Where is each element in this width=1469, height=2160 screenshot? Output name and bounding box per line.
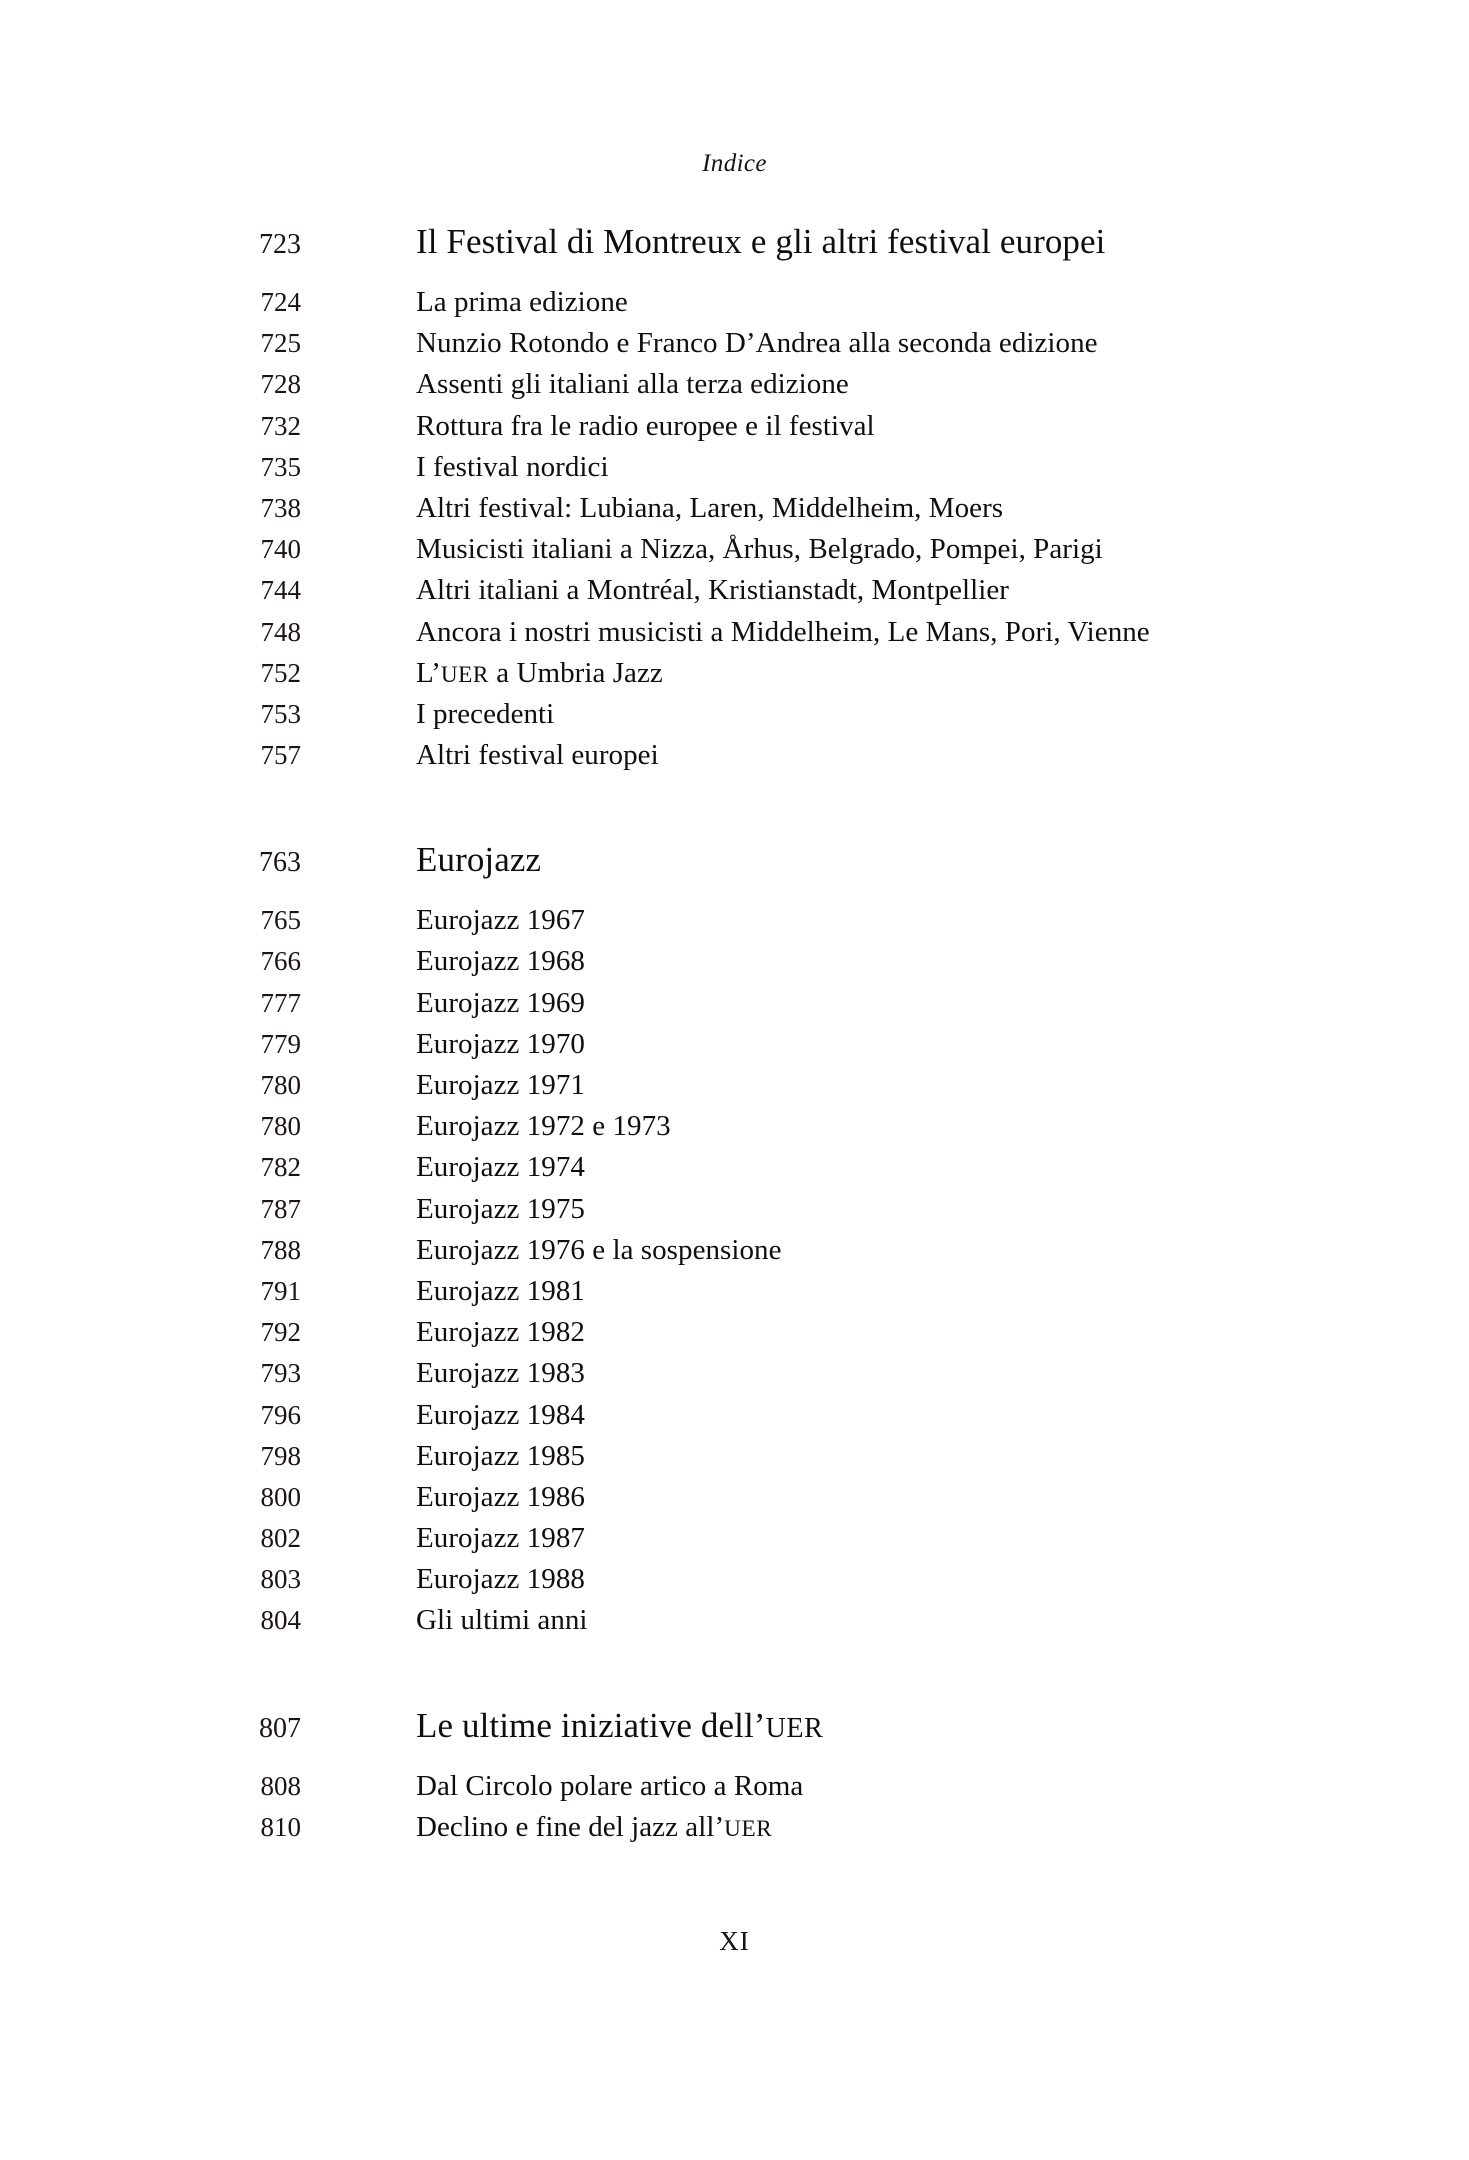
toc-section-title: Eurojazz 1969 (416, 986, 585, 1019)
toc-section-row[interactable] (175, 945, 1315, 986)
toc-page-number: 725 (260, 328, 301, 359)
toc-section-title: Altri italiani a Montréal, Kristianstadt, Montpellier (416, 574, 1009, 607)
toc-section-title: Assenti gli italiani alla terza edizione (416, 368, 849, 401)
toc-section-title: Eurojazz 1988 (416, 1563, 585, 1596)
toc-section-title: Rottura fra le radio europee e il festival (416, 409, 875, 442)
toc-page-number: 752 (260, 657, 301, 688)
toc-section-title: Eurojazz 1968 (416, 945, 585, 978)
toc-page-number: 788 (260, 1234, 301, 1265)
toc-section-row[interactable] (175, 657, 1315, 698)
toc-group (175, 222, 1315, 780)
toc-section-title: Eurojazz 1976 e la sospensione (416, 1233, 782, 1266)
toc-page-number: 748 (260, 616, 301, 647)
toc-page-number: 800 (260, 1481, 301, 1512)
toc-section-row[interactable] (175, 1481, 1315, 1522)
toc-section-title: Eurojazz 1971 (416, 1069, 585, 1101)
toc-section-title: I precedenti (416, 697, 555, 730)
toc-section-row[interactable] (175, 1563, 1315, 1604)
toc-section-row[interactable] (175, 1193, 1315, 1234)
toc-section-title: Musicisti italiani a Nizza, Århus, Belgrado, Pompei, Parigi (416, 533, 1103, 566)
toc-page-number: 728 (260, 369, 301, 400)
toc-section-title: Dal Circolo polare artico a Roma (416, 1769, 804, 1802)
toc-section-title: Eurojazz 1985 (416, 1439, 585, 1472)
toc-page-number: 744 (260, 575, 301, 606)
toc-section-title: Eurojazz 1986 (416, 1480, 585, 1513)
toc-section-title: Eurojazz 1972 e 1973 (416, 1110, 671, 1143)
toc-section-title: Eurojazz 1970 (416, 1027, 585, 1060)
toc-section-row[interactable] (175, 492, 1315, 533)
toc-section-title: Eurojazz 1975 (416, 1192, 585, 1225)
toc-page-number: 791 (260, 1275, 301, 1306)
toc-section-title: La prima edizione (416, 286, 628, 318)
toc-section-row[interactable] (175, 451, 1315, 492)
toc-group-spacer (175, 780, 1315, 840)
toc-section-row[interactable] (175, 1399, 1315, 1440)
toc-page-number: 782 (260, 1152, 301, 1183)
toc-section-row[interactable] (175, 1234, 1315, 1275)
toc-page-number: 735 (260, 451, 301, 482)
toc-section-row[interactable] (175, 616, 1315, 657)
toc-section-row[interactable] (175, 574, 1315, 615)
toc-section-row[interactable] (175, 533, 1315, 574)
toc-section-title: Nunzio Rotondo e Franco D’Andrea alla seconda edizione (416, 327, 1098, 360)
toc-page-number: 766 (260, 946, 301, 977)
toc-section-row[interactable] (175, 1770, 1315, 1811)
table-of-contents (175, 222, 1315, 1852)
toc-section-title: Eurojazz 1983 (416, 1357, 585, 1390)
small-caps-acronym: UER (765, 1712, 824, 1744)
toc-section-title: Gli ultimi anni (416, 1604, 588, 1637)
toc-group (175, 1706, 1315, 1852)
toc-section-row[interactable] (175, 1357, 1315, 1398)
toc-group-spacer (175, 1646, 1315, 1706)
toc-section-title: L’UER a Umbria Jazz (416, 656, 663, 689)
toc-section-title: Altri festival: Lubiana, Laren, Middelheim, Moers (416, 491, 1004, 524)
toc-page-number: 779 (260, 1028, 301, 1059)
toc-page-number: 763 (259, 847, 301, 879)
toc-page-number: 810 (260, 1811, 301, 1842)
toc-section-title: Eurojazz 1967 (416, 904, 585, 937)
toc-section-title: Altri festival europei (416, 739, 659, 772)
toc-section-row[interactable] (175, 410, 1315, 451)
toc-page-number: 765 (260, 905, 301, 936)
toc-section-row[interactable] (175, 987, 1315, 1028)
toc-section-title: Eurojazz 1987 (416, 1522, 585, 1555)
toc-section-row[interactable] (175, 698, 1315, 739)
toc-page-number: 796 (260, 1399, 301, 1430)
page-folio: XI (719, 1926, 750, 1956)
toc-page-number: 802 (260, 1523, 301, 1554)
toc-page-number: 780 (260, 1070, 301, 1100)
toc-section-title: I festival nordici (416, 450, 609, 483)
toc-chapter-row[interactable] (175, 1706, 1315, 1770)
toc-section-row[interactable] (175, 1028, 1315, 1069)
toc-page-number: 792 (260, 1317, 301, 1348)
toc-section-row[interactable] (175, 1316, 1315, 1357)
toc-section-title: Eurojazz 1982 (416, 1316, 585, 1349)
toc-section-row[interactable] (175, 1069, 1315, 1110)
toc-section-row[interactable] (175, 1522, 1315, 1563)
toc-chapter-title: Le ultime iniziative dell’UER (416, 1705, 824, 1745)
toc-page-number: 753 (260, 698, 301, 729)
toc-page-number: 777 (260, 987, 301, 1018)
toc-page-number: 803 (260, 1564, 301, 1595)
toc-section-row[interactable] (175, 1811, 1315, 1852)
toc-section-row[interactable] (175, 286, 1315, 327)
toc-chapter-row[interactable] (175, 840, 1315, 904)
toc-section-row[interactable] (175, 1275, 1315, 1316)
toc-page-number: 723 (259, 229, 301, 260)
toc-chapter-row[interactable] (175, 222, 1315, 286)
toc-page-number: 793 (260, 1358, 301, 1389)
toc-section-title: Declino e fine del jazz all’UER (416, 1810, 773, 1843)
small-caps-acronym: UER (440, 661, 489, 688)
toc-page-number: 724 (260, 287, 301, 317)
toc-section-title: Eurojazz 1974 (416, 1151, 585, 1184)
toc-chapter-title: Il Festival di Montreux e gli altri festival europei (416, 222, 1106, 261)
toc-section-row[interactable] (175, 1151, 1315, 1192)
toc-section-row[interactable] (175, 739, 1315, 780)
toc-section-title: Eurojazz 1981 (416, 1274, 585, 1307)
toc-section-title: Eurojazz 1984 (416, 1398, 585, 1431)
toc-page-number: 807 (259, 1712, 301, 1744)
toc-group (175, 840, 1315, 1645)
toc-section-row[interactable] (175, 904, 1315, 945)
toc-section-title: Ancora i nostri musicisti a Middelheim, Le Mans, Pori, Vienne (416, 615, 1150, 648)
toc-page-number: 757 (260, 740, 301, 771)
toc-section-row[interactable] (175, 327, 1315, 368)
toc-page-number: 740 (260, 534, 301, 565)
toc-chapter-title: Eurojazz (416, 840, 542, 880)
small-caps-acronym: UER (724, 1815, 773, 1842)
toc-page-number: 780 (260, 1111, 301, 1142)
toc-page-number: 787 (260, 1193, 301, 1224)
toc-section-row[interactable] (175, 1110, 1315, 1151)
toc-section-row[interactable] (175, 1440, 1315, 1481)
toc-section-row[interactable] (175, 368, 1315, 409)
toc-section-row[interactable] (175, 1604, 1315, 1645)
toc-page-number: 808 (260, 1770, 301, 1801)
toc-page-number: 798 (260, 1440, 301, 1471)
running-head: Indice (702, 150, 767, 177)
toc-page-number: 804 (260, 1605, 301, 1636)
toc-page-number: 738 (260, 492, 301, 523)
toc-page-number: 732 (260, 410, 301, 441)
